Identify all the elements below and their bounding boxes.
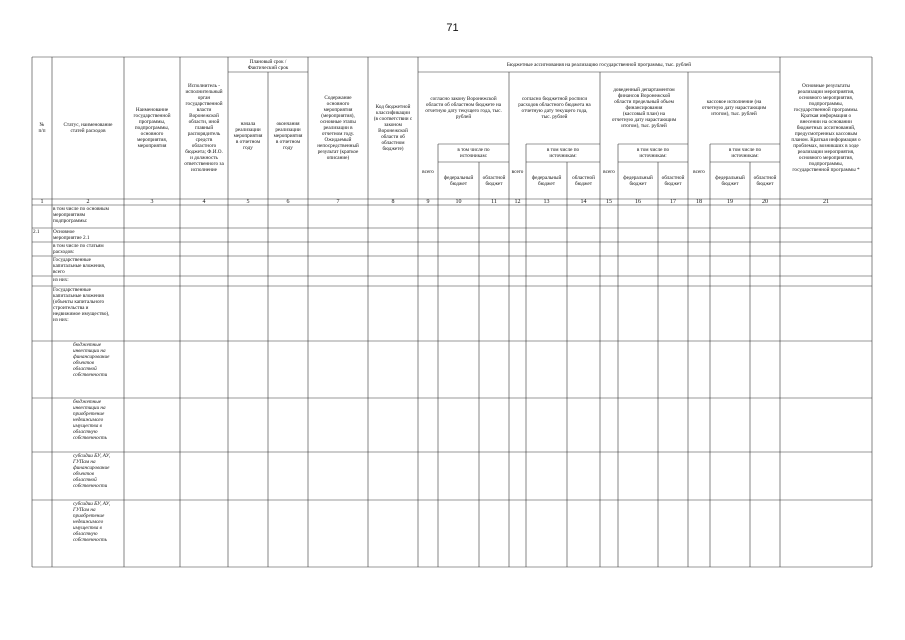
header-budget-code: Код бюджетной классификации (в соответствии с законом Воронежской области об областном бюджете) [373,104,413,152]
column-number: 20 [762,199,768,205]
row-number: 2.1 [33,229,40,235]
row-label: субсидии БУ, АУ, ГУПам на приобретение недвижимого имущества в областную собственность [73,501,111,543]
column-number: 10 [455,199,462,205]
column-number: 2 [86,199,90,205]
header-regional: областной бюджет [753,174,777,187]
column-number: 11 [491,199,497,205]
row-label: бюджетные инвестиции на финансирование объектов областной собственности [73,342,110,378]
row-label: Государственные капитальные вложения, всего [53,257,106,275]
header-content: Содержание основного мероприятия (мероприятия), основные этапы реализации в отчетном году. Ожидаемый непосредственный результат (краткое описание) [317,95,359,161]
column-number: 8 [391,199,395,205]
column-number: 15 [606,199,612,205]
column-number: 12 [514,199,521,205]
header-federal: федеральный бюджет [443,174,474,187]
header-brought: доведенный департаментом финансов Воронежской области предельный объем финансирования (кассовый план) на отчетную дату нарастающим итогом), тыс. рублей [611,87,677,129]
header-end: окончания реализации мероприятия в отчетном году [273,120,303,151]
row-label: Основное мероприятие 2.1 [53,229,90,241]
column-number: 5 [246,199,250,205]
column-number: 18 [696,199,702,205]
column-number: 21 [823,199,829,205]
header-total: всего [422,168,434,175]
header-num: № п/п [38,122,46,134]
column-number: 6 [286,199,290,205]
header-start: начала реализации мероприятия в отчетном году [233,120,263,151]
header-law: согласно закону Воронежской области об областном бюджете на отчетную дату текущего года, тыс. рублей [425,96,502,120]
header-incl-sources: в том числе по источникам: [728,147,762,159]
column-number: 13 [543,199,550,205]
header-executor: Исполнитель - исполнительный орган государственной власти Воронежской области, иной главный распорядитель средств областного бюджета; Ф.И.О. и должность ответственного за исполнение [184,83,224,173]
header-incl-sources: в том числе по источникам: [546,147,580,159]
row-label: в том числе по основным мероприятиям подпрограммы: [53,206,109,224]
column-number: 16 [635,199,641,205]
header-cash: кассовое исполнение (на отчетную дату нарастающим итогом), тыс. рублей [701,99,767,117]
header-regional: областной бюджет [661,174,685,187]
row-label: бюджетные инвестиции на приобретение недвижимого имущества в областную собственность [73,399,107,441]
column-number: 19 [727,199,733,205]
row-label: из них: [53,277,69,283]
header-federal: федеральный бюджет [531,174,562,187]
row-label: субсидии БУ, АУ, ГУПам на финансирование объектов областной собственности [73,453,111,489]
row-label: в том числе по статьям расходов: [53,243,104,255]
header-planned-fact: Плановый срок / Фактический срок [247,58,289,71]
header-total: всего [693,168,705,175]
header-regional: областной бюджет [572,174,595,187]
header-federal: федеральный бюджет [715,174,745,187]
column-number: 3 [150,199,154,205]
column-number: 7 [336,199,340,205]
column-number: 4 [202,199,206,205]
header-program-name: Наименование государственной программы, подпрограммы, основного мероприятия, мероприятия [133,107,171,149]
column-number: 1 [40,199,44,205]
header-federal: федеральный бюджет [623,174,653,187]
header-results: Основные результаты реализации мероприятия, основного мероприятия, подпрограммы, государственной программы. Краткая информация о внесении на основании бюджетных ассигнований, предусмотренных кассовым планом. Краткая информация о проблемах, возникших в ходе реализации мероприятия, основного мероприятия, подпрограммы, государственной программы * [791,83,861,173]
header-status: Статус, наименование статей расходов [63,122,113,134]
column-number: 17 [670,199,676,205]
header-roster: согласно бюджетной росписи расходов областного бюджета на отчетную дату текущего года, тыс. рублей [518,96,591,120]
header-incl-sources: в том числе по источникам: [636,147,670,159]
header-incl-sources: в том числе по источникам: [457,147,490,159]
header-total: всего [603,168,615,175]
page-number: 71 [446,22,459,34]
column-number: 14 [580,199,587,205]
header-regional: областной бюджет [482,174,506,187]
row-label: Государственные капитальные вложения (объекты капитального строительства и недвижимое имущество), из них: [53,287,110,323]
header-total: всего [511,168,524,175]
header-budget: Бюджетные ассигнования на реализацию государственной программы, тыс. рублей [506,61,692,68]
column-number: 9 [426,199,430,205]
